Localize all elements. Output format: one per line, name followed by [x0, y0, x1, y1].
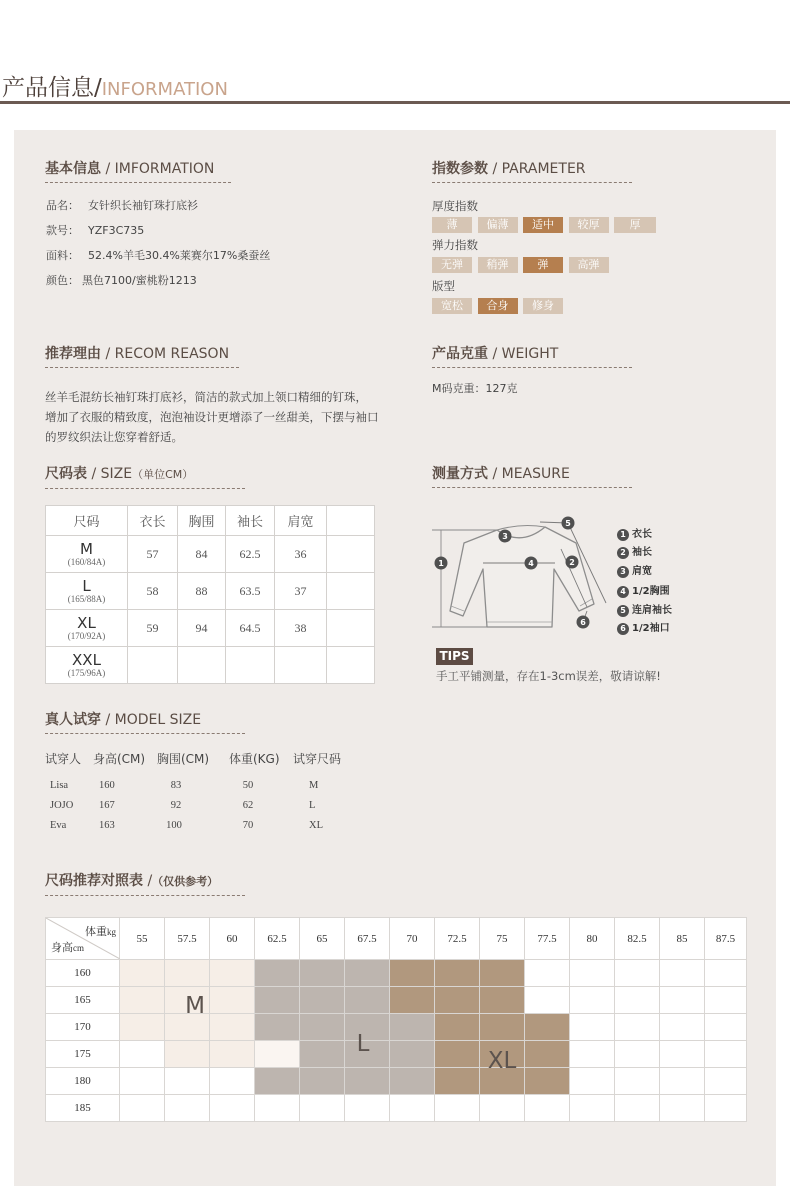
tips-note: 手工平铺测量，存在1-3cm误差，敬请谅解!	[436, 669, 661, 683]
rec-cell	[570, 1068, 615, 1095]
size-table-header-row	[46, 506, 375, 536]
rec-height: 160	[46, 960, 120, 987]
size-value	[275, 647, 327, 684]
size-header-chest: 胸围	[178, 506, 226, 536]
legend-label: 袖长	[632, 546, 652, 558]
param-label-fit: 版型	[432, 279, 455, 293]
rec-cell	[300, 960, 345, 987]
rec-cell	[705, 1014, 747, 1041]
size-spec: (175/96A)	[67, 667, 106, 678]
basic-item-fabric	[46, 249, 270, 263]
marker-number: 3	[502, 532, 508, 541]
rec-weight-axis-label	[85, 923, 116, 939]
tips-badge: TIPS	[436, 648, 473, 665]
section-title-basic	[45, 161, 231, 183]
basic-value: 女针织长袖钉珠打底衫	[88, 199, 198, 212]
model-chest: 92	[170, 800, 182, 811]
param-option: 偏薄	[478, 217, 518, 233]
rec-cell	[210, 987, 255, 1014]
param-option: 合身	[478, 298, 518, 314]
rec-weight-6: 70	[390, 918, 435, 960]
model-size: L	[309, 800, 316, 811]
size-row-xxl	[46, 647, 375, 684]
rec-cell	[390, 1068, 435, 1095]
legend-number: 5	[617, 605, 629, 617]
model-height: 160	[99, 780, 115, 791]
section-title-en: / MEASURE	[488, 466, 570, 482]
rec-cell	[660, 1068, 705, 1095]
rec-cell	[480, 1014, 525, 1041]
rec-cell	[570, 1095, 615, 1122]
rec-cell	[255, 1068, 300, 1095]
sweater-outline	[450, 527, 594, 627]
basic-label: 面料：	[46, 249, 79, 262]
model-height: 167	[99, 800, 115, 811]
rec-cell	[615, 1041, 660, 1068]
rec-cell	[480, 987, 525, 1014]
rec-cell	[615, 1095, 660, 1122]
measure-marker-5	[562, 517, 575, 530]
rec-cell	[120, 987, 165, 1014]
rec-cell	[570, 1041, 615, 1068]
size-cell	[46, 573, 128, 610]
size-blank	[327, 573, 375, 610]
rec-row	[46, 1095, 747, 1122]
model-name: JOJO	[50, 800, 74, 811]
rec-cell	[480, 1041, 525, 1068]
size-value	[128, 647, 178, 684]
zone-label-m: M	[185, 993, 205, 1019]
rec-cell	[210, 1014, 255, 1041]
rec-height: 170	[46, 1014, 120, 1041]
section-title-en: / IMFORMATION	[101, 161, 215, 177]
size-value: 84	[178, 536, 226, 573]
rec-body	[46, 960, 747, 1122]
rec-cell	[570, 1014, 615, 1041]
size-spec: (165/88A)	[67, 593, 106, 604]
section-title-model	[45, 712, 245, 734]
rec-cell	[705, 1041, 747, 1068]
section-title-cn: 尺码推荐对照表	[45, 873, 143, 889]
param-option: 稍弹	[478, 257, 518, 273]
rec-cell	[300, 1068, 345, 1095]
measure-legend-item	[617, 618, 670, 634]
basic-item-code	[46, 224, 144, 238]
model-height: 163	[99, 820, 115, 831]
measure-legend-item	[617, 581, 670, 597]
reason-line: 丝羊毛混纺长袖钉珠打底衫，简洁的款式加上领口精细的钉珠，	[45, 390, 367, 404]
section-title-measure	[432, 466, 632, 488]
param-option: 弹	[523, 257, 563, 273]
rec-weight-13: 87.5	[705, 918, 747, 960]
header-title-en: INFORMATION	[101, 79, 228, 100]
rec-row	[46, 1041, 747, 1068]
size-value: 57	[128, 536, 178, 573]
measure-marker-6	[577, 616, 590, 629]
section-title-en: / SIZE	[87, 466, 133, 482]
model-header-size: 试穿尺码	[293, 752, 342, 766]
section-title-cn: 基本信息	[45, 161, 101, 177]
size-value: 63.5	[226, 573, 275, 610]
rec-height: 180	[46, 1068, 120, 1095]
rec-cell	[705, 1068, 747, 1095]
measure-marker-2	[566, 556, 579, 569]
model-header-weight: 体重(KG)	[229, 752, 280, 766]
rec-cell	[660, 960, 705, 987]
section-title-sep: /	[143, 873, 153, 889]
rec-cell	[255, 987, 300, 1014]
measure-marker-1	[435, 557, 448, 570]
basic-label: 颜色：	[46, 274, 79, 287]
section-title-weight	[432, 346, 632, 368]
size-value: 59	[128, 610, 178, 647]
size-value	[178, 647, 226, 684]
rec-cell	[165, 1068, 210, 1095]
rec-cell	[120, 1041, 165, 1068]
param-options-fit	[432, 298, 569, 314]
param-options-elasticity	[432, 257, 614, 273]
reason-line: 的罗纹织法让您穿着舒适。	[45, 430, 183, 444]
rec-height: 175	[46, 1041, 120, 1068]
model-size: XL	[309, 820, 323, 831]
param-option: 修身	[523, 298, 563, 314]
legend-label: 1/2袖口	[632, 622, 670, 634]
model-weight: 50	[242, 780, 254, 791]
rec-cell	[525, 1014, 570, 1041]
size-header-size: 尺码	[46, 506, 128, 536]
rec-cell	[390, 987, 435, 1014]
rec-height: 165	[46, 987, 120, 1014]
rec-cell	[165, 1041, 210, 1068]
rec-cell	[165, 1095, 210, 1122]
rec-cell	[210, 1041, 255, 1068]
legend-label: 肩宽	[632, 565, 652, 577]
section-title-cn: 尺码表	[45, 466, 87, 482]
model-name: Eva	[50, 820, 67, 831]
rec-cell	[705, 987, 747, 1014]
legend-number: 6	[617, 623, 629, 635]
model-header-chest: 胸围(CM)	[157, 752, 210, 766]
rec-weight-7: 72.5	[435, 918, 480, 960]
param-option: 高弹	[569, 257, 609, 273]
rec-weight-12: 85	[660, 918, 705, 960]
rec-cell	[525, 960, 570, 987]
section-title-en: / MODEL SIZE	[101, 712, 202, 728]
rec-cell	[435, 1095, 480, 1122]
rec-cell	[345, 1014, 390, 1041]
rec-weight-9: 77.5	[525, 918, 570, 960]
basic-value: 52.4%羊毛30.4%莱赛尔17%桑蚕丝	[88, 249, 271, 262]
rec-cell	[525, 1095, 570, 1122]
model-chest: 100	[166, 820, 182, 831]
param-options-thickness	[432, 217, 662, 233]
rec-cell	[435, 1041, 480, 1068]
model-header-person: 试穿人	[45, 752, 82, 766]
size-cell	[46, 536, 128, 573]
measure-legend-item	[617, 542, 652, 558]
rec-cell	[120, 1068, 165, 1095]
rec-cell	[615, 960, 660, 987]
rec-cell	[480, 960, 525, 987]
rec-cell	[390, 1041, 435, 1068]
rec-cell	[120, 1014, 165, 1041]
param-option: 薄	[432, 217, 472, 233]
rec-cell	[255, 1095, 300, 1122]
size-label: L	[82, 576, 91, 595]
section-title-cn: 真人试穿	[45, 712, 101, 728]
legend-label: 衣长	[632, 528, 652, 540]
header-title-cn: 产品信息/	[2, 75, 102, 101]
section-title-note: （仅供参考）	[152, 875, 219, 888]
rec-weight-4: 65	[300, 918, 345, 960]
basic-item-name	[46, 199, 198, 213]
size-value: 37	[275, 573, 327, 610]
param-option: 厚	[614, 217, 656, 233]
size-row-l	[46, 573, 375, 610]
section-title-en: / WEIGHT	[488, 346, 559, 362]
model-name: Lisa	[50, 780, 69, 791]
basic-value: 黑色7100/蜜桃粉1213	[82, 274, 197, 287]
param-label-thickness: 厚度指数	[432, 199, 478, 213]
size-header-length: 衣长	[128, 506, 178, 536]
rec-cell	[570, 960, 615, 987]
rec-cell	[480, 1068, 525, 1095]
size-spec: (160/84A)	[67, 556, 106, 567]
rec-cell	[705, 1095, 747, 1122]
rec-cell	[660, 1014, 705, 1041]
section-title-cn: 产品克重	[432, 346, 488, 362]
rec-cell	[390, 1095, 435, 1122]
rec-cell	[345, 1041, 390, 1068]
rec-cell	[345, 960, 390, 987]
rec-cell	[165, 960, 210, 987]
rec-cell	[525, 1041, 570, 1068]
model-header-height: 身高(CM)	[93, 752, 146, 766]
legend-number: 3	[617, 566, 629, 578]
measure-legend-item	[617, 561, 652, 577]
measure-marker-3	[499, 530, 512, 543]
section-title-parameter	[432, 161, 632, 183]
size-value: 62.5	[226, 536, 275, 573]
rec-cell	[165, 987, 210, 1014]
legend-number: 4	[617, 586, 629, 598]
rec-cell	[255, 1014, 300, 1041]
param-option: 较厚	[569, 217, 609, 233]
rec-cell	[435, 1014, 480, 1041]
rec-weight-label: 体重	[85, 926, 107, 938]
size-label: XL	[77, 613, 96, 632]
rec-weight-11: 82.5	[615, 918, 660, 960]
size-recommend-table	[45, 917, 747, 1122]
param-option: 无弹	[432, 257, 472, 273]
section-title-cn: 指数参数	[432, 161, 488, 177]
basic-value: YZF3C735	[88, 224, 145, 237]
rec-cell	[525, 1068, 570, 1095]
size-header-sleeve: 袖长	[226, 506, 275, 536]
marker-number: 6	[580, 618, 586, 627]
rec-cell	[165, 1014, 210, 1041]
rec-row	[46, 987, 747, 1014]
rec-cell	[300, 1014, 345, 1041]
marker-number: 1	[438, 559, 444, 568]
model-size: M	[309, 780, 319, 791]
rec-cell	[660, 1095, 705, 1122]
marker-number: 5	[565, 519, 571, 528]
param-option: 宽松	[432, 298, 472, 314]
basic-label: 款号：	[46, 224, 79, 237]
basic-item-color	[46, 274, 197, 288]
rec-weight-2: 60	[210, 918, 255, 960]
rec-cell	[480, 1095, 525, 1122]
section-title-recommend	[45, 873, 245, 896]
rec-cell	[660, 987, 705, 1014]
model-chest: 83	[170, 780, 182, 791]
rec-weight-unit: kg	[107, 927, 116, 937]
rec-weight-1: 57.5	[165, 918, 210, 960]
rec-cell	[345, 1068, 390, 1095]
rec-cell	[255, 1041, 300, 1068]
marker-number: 2	[569, 558, 575, 567]
section-title-en: / RECOM REASON	[101, 346, 230, 362]
rec-cell	[615, 1068, 660, 1095]
weight-text: M码克重：127克	[432, 382, 518, 395]
size-header-shoulder: 肩宽	[275, 506, 327, 536]
measure-legend-item	[617, 524, 652, 540]
rec-cell	[570, 987, 615, 1014]
rec-cell	[390, 960, 435, 987]
rec-cell	[615, 1014, 660, 1041]
legend-label: 连肩袖长	[632, 604, 672, 616]
sweater-back-neck	[497, 526, 545, 530]
legend-number: 2	[617, 547, 629, 559]
size-table	[45, 505, 375, 684]
size-cell	[46, 647, 128, 684]
rec-cell	[345, 987, 390, 1014]
rec-cell	[525, 987, 570, 1014]
rec-cell	[615, 987, 660, 1014]
zone-label-xl: XL	[487, 1048, 517, 1074]
rec-weight-10: 80	[570, 918, 615, 960]
rec-height: 185	[46, 1095, 120, 1122]
section-title-en: / PARAMETER	[488, 161, 586, 177]
section-title-cn: 推荐理由	[45, 346, 101, 362]
rec-cell	[210, 960, 255, 987]
size-blank	[327, 610, 375, 647]
size-spec: (170/92A)	[67, 630, 106, 641]
size-header-blank	[327, 506, 375, 536]
legend-label: 1/2胸围	[632, 585, 670, 597]
size-value	[226, 647, 275, 684]
measure-marker-4	[525, 557, 538, 570]
rec-height-unit: cm	[73, 943, 84, 953]
rec-cell	[435, 960, 480, 987]
legend-number: 1	[617, 529, 629, 541]
rec-cell	[210, 1095, 255, 1122]
reason-line: 增加了衣服的精致度，泡泡袖设计更增添了一丝甜美，下摆与袖口	[45, 410, 379, 424]
zone-label-l: L	[356, 1031, 370, 1057]
rec-weight-8: 75	[480, 918, 525, 960]
size-blank	[327, 647, 375, 684]
rec-height-label: 身高	[51, 942, 73, 954]
size-label: XXL	[72, 650, 101, 669]
rec-header-row	[46, 918, 747, 960]
marker-number: 4	[528, 559, 534, 568]
size-value: 94	[178, 610, 226, 647]
section-title-unit: （单位CM）	[132, 468, 194, 481]
size-row-m	[46, 536, 375, 573]
rec-cell	[120, 960, 165, 987]
rec-cell	[120, 1095, 165, 1122]
rec-row	[46, 1068, 747, 1095]
rec-cell	[345, 1095, 390, 1122]
sweater-measure-diagram	[430, 503, 610, 635]
rec-cell	[210, 1068, 255, 1095]
header-divider	[0, 101, 790, 104]
rec-weight-5: 67.5	[345, 918, 390, 960]
rec-cell	[390, 1014, 435, 1041]
rec-cell	[705, 960, 747, 987]
model-weight: 62	[242, 800, 254, 811]
rec-cell	[660, 1041, 705, 1068]
section-title-size	[45, 466, 245, 489]
rec-cell	[300, 1095, 345, 1122]
model-weight: 70	[242, 820, 254, 831]
size-value: 88	[178, 573, 226, 610]
size-value: 58	[128, 573, 178, 610]
rec-cell	[255, 960, 300, 987]
rec-height-axis-label	[51, 939, 84, 955]
rec-weight-3: 62.5	[255, 918, 300, 960]
rec-cell	[435, 1068, 480, 1095]
rec-cell	[300, 987, 345, 1014]
param-option: 适中	[523, 217, 563, 233]
size-value: 36	[275, 536, 327, 573]
rec-cell	[300, 1041, 345, 1068]
size-value: 38	[275, 610, 327, 647]
size-cell	[46, 610, 128, 647]
size-value: 64.5	[226, 610, 275, 647]
rec-weight-0: 55	[120, 918, 165, 960]
page-header	[2, 74, 228, 104]
rec-corner-cell	[46, 918, 120, 960]
rec-cell	[435, 987, 480, 1014]
section-title-cn: 测量方式	[432, 466, 488, 482]
param-label-elasticity: 弹力指数	[432, 238, 478, 252]
size-label: M	[80, 539, 93, 558]
section-title-reason	[45, 346, 239, 368]
rec-row	[46, 960, 747, 987]
size-row-xl	[46, 610, 375, 647]
rec-row	[46, 1014, 747, 1041]
size-blank	[327, 536, 375, 573]
basic-label: 品名：	[46, 199, 79, 212]
measure-legend-item	[617, 600, 672, 616]
